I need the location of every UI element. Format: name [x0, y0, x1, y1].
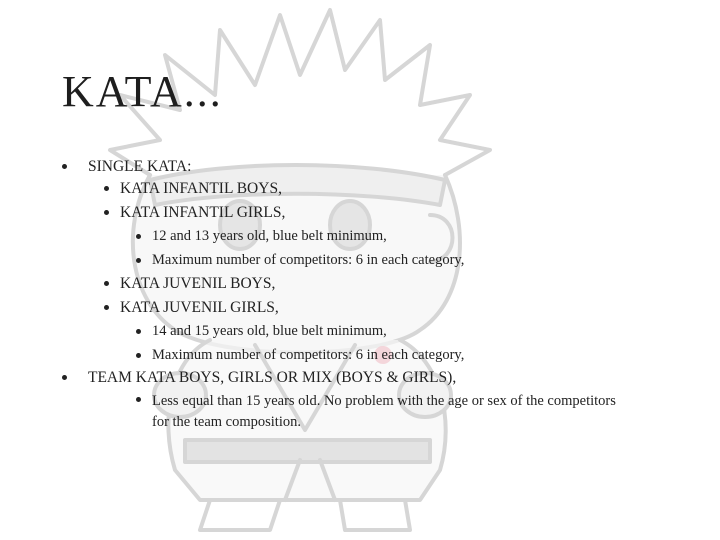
list-item: [120, 299, 279, 317]
item-text: KATA JUVENIL GIRLS,: [120, 299, 279, 316]
item-text: Maximum number of competitors: 6 in each category,: [152, 252, 465, 268]
list-item: [88, 369, 456, 387]
bullet-icon: [136, 329, 141, 334]
item-text: 12 and 13 years old, blue belt minimum,: [152, 228, 387, 244]
list-item: [120, 180, 282, 198]
list-item: [152, 252, 464, 269]
bullet-icon: [62, 375, 67, 380]
bullet-icon: [136, 353, 141, 358]
list-item: [152, 323, 387, 340]
item-text: KATA JUVENIL BOYS,: [120, 275, 276, 292]
list-item: [152, 391, 632, 433]
item-text: Less equal than 15 years old. No problem with the age or sex of the competitors for the team composition.: [152, 393, 616, 430]
bullet-icon: [136, 258, 141, 263]
item-text: KATA INFANTIL GIRLS,: [120, 204, 286, 221]
item-text: 14 and 15 years old, blue belt minimum,: [152, 323, 387, 339]
list-item: [88, 158, 191, 176]
item-text: TEAM KATA BOYS, GIRLS OR MIX (BOYS & GIRLS),: [88, 369, 457, 386]
list-item: [120, 275, 275, 293]
bullet-icon: [136, 397, 141, 402]
bullet-icon: [136, 234, 141, 239]
bullet-icon: [104, 305, 109, 310]
slide-title: KATA...: [62, 67, 223, 116]
bullet-icon: [62, 164, 67, 169]
list-item: [152, 228, 387, 245]
bullet-icon: [104, 281, 109, 286]
item-text: Maximum number of competitors: 6 in each category,: [152, 347, 465, 363]
bullet-icon: [104, 210, 109, 215]
bullet-icon: [104, 186, 109, 191]
list-item: [152, 347, 464, 364]
list-item: [120, 204, 285, 222]
item-text: KATA INFANTIL BOYS,: [120, 180, 282, 197]
item-text: SINGLE KATA:: [88, 158, 192, 175]
